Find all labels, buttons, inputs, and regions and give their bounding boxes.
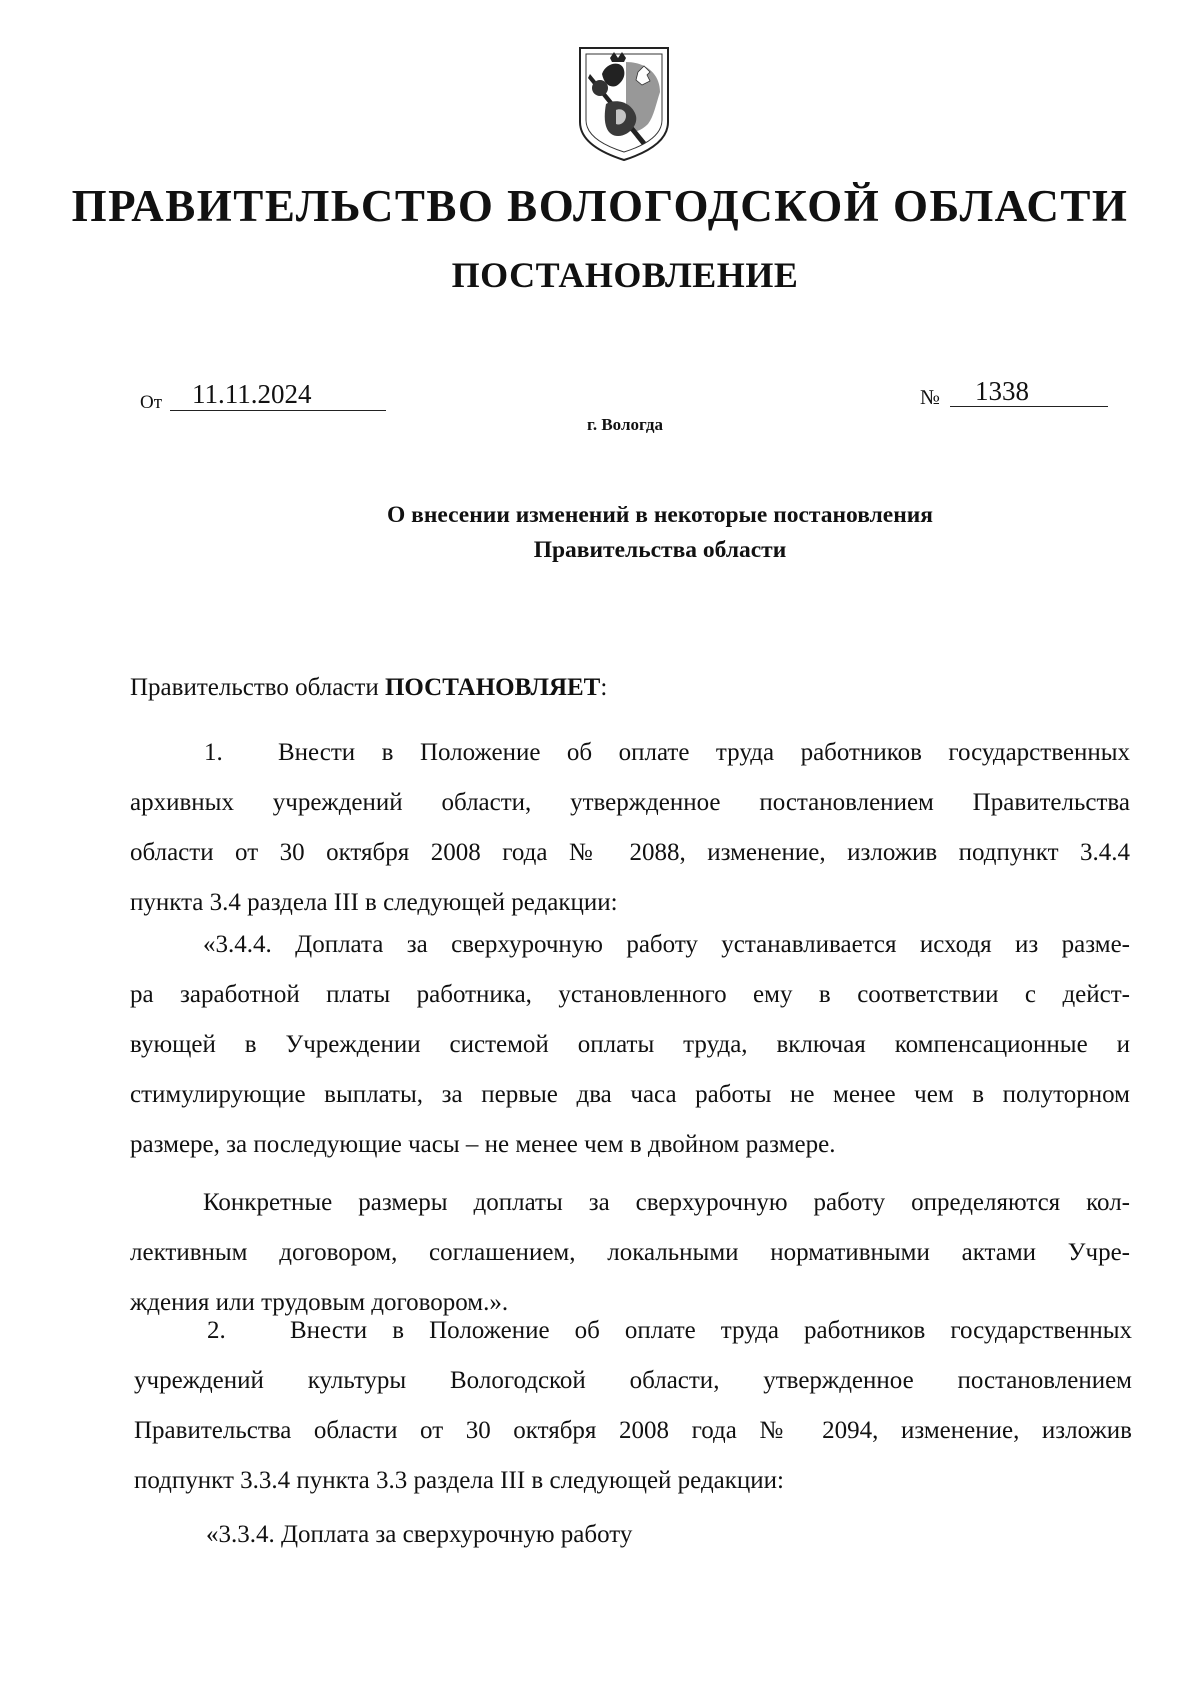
item-number: 1. [204, 739, 223, 766]
paragraph-line: ждения или трудовым договором.». [130, 1289, 509, 1316]
paragraph-line: учреждений культуры Вологодской области, утвержденное постановлением [134, 1367, 1132, 1394]
paragraph-line: Внести в Положение об оплате труда работников государственных [278, 739, 1130, 766]
quote-line: вующей в Учреждении системой оплаты труда, включая компенсационные и [130, 1031, 1130, 1058]
paragraph-line: лективным договором, соглашением, локальными нормативными актами Учре- [130, 1239, 1130, 1266]
document-subject [0, 498, 1200, 568]
item-number: 2. [207, 1317, 226, 1344]
number-prefix: № [920, 385, 941, 409]
date-underline [170, 410, 386, 411]
quote-line: размере, за последующие часы – не менее чем в двойном размере. [130, 1131, 836, 1158]
paragraph-line: архивных учреждений области, утвержденное постановлением Правительства [130, 789, 1130, 816]
decree-colon: : [600, 674, 608, 701]
quote-line: «3.3.4. Доплата за сверхурочную работу [206, 1521, 633, 1548]
quote-line: стимулирующие выплаты, за первые два часа работы не менее чем в полуторном [130, 1081, 1130, 1108]
organization-title: ПРАВИТЕЛЬСТВО ВОЛОГОДСКОЙ ОБЛАСТИ [71, 181, 1129, 231]
city: г. Вологда [587, 415, 663, 434]
decree-lead: Правительство области [130, 674, 385, 701]
document-date: 11.11.2024 [192, 379, 312, 409]
subject-line: О внесении изменений в некоторые постановления [386, 502, 933, 528]
coat-of-arms-icon [576, 44, 672, 164]
paragraph-line: Правительства области от 30 октября 2008 года № 2094, изменение, изложив [134, 1417, 1132, 1444]
quote-line: ра заработной платы работника, установленного ему в соответствии с дейст- [130, 981, 1130, 1008]
paragraph-line: Внести в Положение об оплате труда работников государственных [290, 1317, 1132, 1344]
document-type: ПОСТАНОВЛЕНИЕ [451, 255, 799, 295]
quote-line: «3.4.4. Доплата за сверхурочную работу устанавливается исходя из разме- [203, 931, 1130, 958]
decree-keyword: ПОСТАНОВЛЯЕТ [384, 674, 601, 701]
number-underline [950, 406, 1108, 407]
paragraph-line: подпункт 3.3.4 пункта 3.3 раздела III в следующей редакции: [134, 1467, 784, 1494]
decree-line [130, 673, 607, 703]
paragraph-line: Конкретные размеры доплаты за сверхурочную работу определяются кол- [203, 1189, 1130, 1216]
date-prefix: От [140, 392, 163, 413]
paragraph-line: пункта 3.4 раздела III в следующей редакции: [130, 889, 618, 916]
subject-line: Правительства области [533, 537, 787, 563]
document-number: 1338 [975, 376, 1029, 406]
paragraph-line: области от 30 октября 2008 года № 2088, изменение, изложив подпункт 3.4.4 [130, 839, 1130, 866]
